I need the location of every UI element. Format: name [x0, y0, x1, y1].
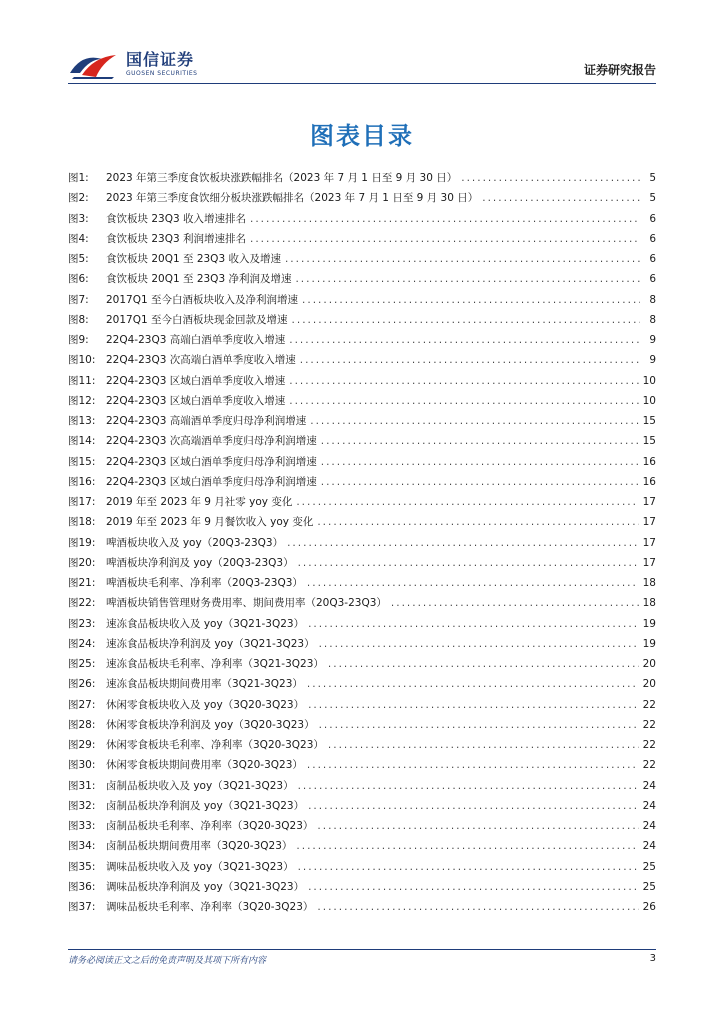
toc-entry-page: 24: [642, 840, 656, 853]
figure-list: [68, 170, 656, 919]
toc-entry[interactable]: [68, 717, 656, 737]
toc-entry-label: 图37:: [68, 901, 96, 913]
toc-entry-page: 22: [642, 759, 656, 772]
toc-entry-label: 图14:: [68, 435, 96, 448]
toc-entry-label: 图10:: [68, 354, 96, 367]
toc-entry[interactable]: [68, 433, 656, 453]
toc-entry-page: 26: [642, 901, 656, 913]
toc-leader-dots: [310, 415, 638, 427]
toc-entry-label: 图34:: [68, 840, 96, 853]
toc-entry-page: 19: [642, 637, 656, 650]
toc-entry[interactable]: [68, 454, 656, 474]
logo-company-name: 国信证券: [126, 49, 195, 69]
toc-entry[interactable]: [68, 838, 656, 858]
toc-leader-dots: [308, 881, 639, 893]
toc-entry[interactable]: [68, 859, 656, 879]
toc-entry-title: 啤酒板块毛利率、净利率（20Q3-23Q3）: [106, 577, 303, 589]
toc-entry[interactable]: [68, 737, 656, 757]
toc-leader-dots: [289, 395, 638, 407]
toc-entry-title: 食饮板块 20Q1 至 23Q3 净利润及增速: [106, 273, 292, 286]
toc-entry[interactable]: [68, 595, 656, 615]
toc-entry-label: 图11:: [68, 374, 96, 387]
toc-entry-page: 6: [649, 273, 656, 286]
toc-entry-label: 图35:: [68, 860, 96, 873]
toc-leader-dots: [289, 375, 638, 387]
toc-leader-dots: [319, 638, 639, 650]
toc-leader-dots: [482, 192, 640, 204]
toc-entry[interactable]: [68, 616, 656, 636]
toc-leader-dots: [328, 658, 639, 670]
toc-entry-title: 22Q4-23Q3 次高端白酒单季度收入增速: [106, 354, 296, 367]
toc-entry-label: 图7:: [68, 293, 89, 306]
toc-entry[interactable]: [68, 636, 656, 656]
toc-entry[interactable]: [68, 292, 656, 312]
toc-entry[interactable]: [68, 575, 656, 595]
toc-entry-label: 图32:: [68, 799, 96, 812]
toc-entry[interactable]: [68, 798, 656, 818]
toc-entry-title: 速冻食品板块收入及 yoy（3Q21-3Q23）: [106, 617, 305, 630]
toc-entry-label: 图28:: [68, 718, 96, 731]
toc-entry-page: 22: [642, 739, 656, 751]
toc-entry-title: 调味品板块毛利率、净利率（3Q20-3Q23）: [106, 901, 314, 913]
toc-entry-label: 图27:: [68, 698, 96, 711]
toc-entry-page: 16: [642, 455, 656, 468]
toc-entry-page: 17: [642, 496, 656, 508]
toc-entry-page: 10: [642, 374, 656, 387]
toc-entry[interactable]: [68, 211, 656, 231]
toc-entry-title: 卤制品板块毛利率、净利率（3Q20-3Q23）: [106, 820, 314, 832]
page-number: 3: [649, 953, 656, 964]
toc-entry-page: 24: [642, 799, 656, 812]
toc-entry-page: 10: [642, 394, 656, 407]
toc-entry-title: 2019 年至 2023 年 9 月餐饮收入 yoy 变化: [106, 516, 314, 529]
toc-entry-title: 速冻食品板块净利润及 yoy（3Q21-3Q23）: [106, 637, 315, 650]
toc-leader-dots: [307, 577, 639, 589]
guosen-logo-icon: [68, 47, 120, 81]
toc-entry-page: 17: [642, 516, 656, 529]
toc-entry-title: 卤制品板块收入及 yoy（3Q21-3Q23）: [106, 779, 294, 792]
toc-leader-dots: [307, 759, 639, 771]
toc-entry-title: 2017Q1 至今白酒板块现金回款及增速: [106, 313, 288, 326]
toc-entry-title: 2023 年第三季度食饮板块涨跌幅排名（2023 年 7 月 1 日至 9 月 30 日）: [106, 172, 458, 184]
page-title: 图表目录: [310, 122, 414, 150]
toc-entry-label: 图4:: [68, 232, 89, 245]
toc-leader-dots: [321, 456, 639, 468]
toc-entry-label: 图31:: [68, 779, 96, 792]
toc-entry[interactable]: [68, 555, 656, 575]
toc-entry[interactable]: [68, 251, 656, 271]
toc-entry-page: 8: [649, 313, 656, 326]
toc-entry-page: 6: [649, 212, 656, 225]
toc-entry-title: 啤酒板块净利润及 yoy（20Q3-23Q3）: [106, 556, 294, 569]
toc-entry[interactable]: [68, 697, 656, 717]
toc-entry-page: 20: [642, 658, 656, 670]
toc-entry-label: 图29:: [68, 739, 96, 751]
toc-leader-dots: [319, 719, 639, 731]
toc-entry-label: 图13:: [68, 415, 96, 427]
toc-entry-page: 20: [642, 678, 656, 691]
toc-entry[interactable]: [68, 271, 656, 291]
toc-entry-title: 食饮板块 20Q1 至 23Q3 收入及增速: [106, 253, 281, 265]
toc-entry-label: 图2:: [68, 192, 89, 205]
toc-entry-title: 速冻食品板块期间费用率（3Q21-3Q23）: [106, 678, 303, 691]
toc-leader-dots: [317, 901, 638, 913]
toc-entry-title: 22Q4-23Q3 高端酒单季度归母净利润增速: [106, 415, 307, 427]
toc-entry[interactable]: [68, 332, 656, 352]
toc-entry-label: 图23:: [68, 617, 96, 630]
toc-entry-page: 16: [642, 475, 656, 488]
toc-entry-page: 8: [649, 293, 656, 306]
toc-leader-dots: [298, 780, 639, 792]
toc-entry-title: 调味品板块净利润及 yoy（3Q21-3Q23）: [106, 880, 305, 893]
toc-entry-label: 图18:: [68, 516, 96, 529]
toc-entry-title: 2023 年第三季度食饮细分板块涨跌幅排名（2023 年 7 月 1 日至 9 月 30 日）: [106, 192, 479, 205]
toc-entry-page: 9: [649, 334, 656, 346]
toc-entry-label: 图9:: [68, 334, 89, 346]
toc-entry-title: 调味品板块收入及 yoy（3Q21-3Q23）: [106, 860, 294, 873]
toc-entry-page: 25: [642, 860, 656, 873]
toc-entry-label: 图25:: [68, 658, 96, 670]
toc-entry-page: 22: [642, 698, 656, 711]
toc-leader-dots: [292, 314, 640, 326]
toc-entry-label: 图36:: [68, 880, 96, 893]
toc-entry-page: 17: [642, 556, 656, 569]
toc-leader-dots: [321, 435, 639, 447]
toc-entry-title: 休闲零食板块期间费用率（3Q20-3Q23）: [106, 759, 303, 772]
logo-company-name-en: GUOSEN SECURITIES: [126, 69, 198, 77]
toc-entry-title: 22Q4-23Q3 高端白酒单季度收入增速: [106, 334, 286, 346]
toc-leader-dots: [298, 861, 639, 873]
toc-entry-label: 图5:: [68, 253, 89, 265]
toc-entry-page: 18: [642, 597, 656, 610]
toc-leader-dots: [287, 537, 639, 549]
toc-leader-dots: [317, 820, 638, 832]
toc-leader-dots: [296, 840, 638, 852]
toc-entry[interactable]: [68, 656, 656, 676]
toc-entry-title: 休闲零食板块收入及 yoy（3Q20-3Q23）: [106, 698, 305, 711]
toc-entry[interactable]: [68, 757, 656, 777]
toc-entry-title: 2017Q1 至今白酒板块收入及净利润增速: [106, 293, 299, 306]
toc-entry-page: 19: [642, 617, 656, 630]
toc-entry-label: 图26:: [68, 678, 96, 691]
report-type-label: 证券研究报告: [583, 63, 656, 77]
toc-entry-page: 6: [649, 253, 656, 265]
toc-entry-page: 15: [642, 435, 656, 448]
toc-entry-label: 图6:: [68, 273, 89, 286]
toc-entry-label: 图8:: [68, 313, 89, 326]
toc-leader-dots: [308, 699, 639, 711]
toc-leader-dots: [250, 213, 640, 225]
toc-leader-dots: [461, 172, 640, 184]
toc-entry-page: 24: [642, 820, 656, 832]
toc-leader-dots: [289, 334, 640, 346]
toc-leader-dots: [321, 476, 639, 488]
toc-leader-dots: [317, 516, 638, 528]
toc-entry-title: 22Q4-23Q3 区域白酒单季度收入增速: [106, 394, 286, 407]
toc-entry-title: 食饮板块 23Q3 收入增速排名: [106, 212, 246, 225]
toc-entry-title: 卤制品板块净利润及 yoy（3Q21-3Q23）: [106, 799, 305, 812]
toc-entry-title: 啤酒板块收入及 yoy（20Q3-23Q3）: [106, 536, 284, 549]
toc-entry[interactable]: [68, 231, 656, 251]
toc-entry[interactable]: [68, 879, 656, 899]
toc-leader-dots: [308, 618, 639, 630]
toc-entry-label: 图33:: [68, 820, 96, 832]
toc-entry-label: 图19:: [68, 536, 96, 549]
toc-entry-label: 图24:: [68, 637, 96, 650]
toc-entry-title: 食饮板块 23Q3 利润增速排名: [106, 232, 246, 245]
footer-disclaimer: 请务必阅读正文之后的免责声明及其项下所有内容: [68, 956, 267, 966]
toc-entry-page: 5: [649, 192, 656, 205]
toc-entry[interactable]: [68, 818, 656, 838]
toc-entry-label: 图15:: [68, 455, 96, 468]
toc-entry-title: 22Q4-23Q3 区域白酒单季度归母净利润增速: [106, 455, 317, 468]
toc-entry[interactable]: [68, 535, 656, 555]
toc-entry-page: 6: [649, 232, 656, 245]
toc-entry[interactable]: [68, 312, 656, 332]
toc-leader-dots: [391, 597, 639, 609]
toc-entry-page: 25: [642, 880, 656, 893]
toc-entry[interactable]: [68, 352, 656, 372]
toc-entry[interactable]: [68, 676, 656, 696]
guosen-logo: [68, 46, 197, 82]
toc-entry-title: 速冻食品板块毛利率、净利率（3Q21-3Q23）: [106, 658, 324, 670]
toc-entry-label: 图22:: [68, 597, 96, 610]
toc-entry-label: 图16:: [68, 475, 96, 488]
toc-entry-page: 9: [649, 354, 656, 367]
toc-entry[interactable]: [68, 899, 656, 919]
toc-entry[interactable]: [68, 413, 656, 433]
toc-leader-dots: [285, 253, 640, 265]
toc-entry-label: 图12:: [68, 394, 96, 407]
toc-entry-page: 15: [642, 415, 656, 427]
toc-entry-title: 休闲零食板块净利润及 yoy（3Q20-3Q23）: [106, 718, 315, 731]
header-divider: [68, 83, 656, 84]
toc-entry-title: 22Q4-23Q3 区域白酒单季度收入增速: [106, 374, 286, 387]
toc-entry[interactable]: [68, 778, 656, 798]
toc-leader-dots: [302, 294, 640, 306]
toc-entry-label: 图30:: [68, 759, 96, 772]
toc-leader-dots: [308, 800, 639, 812]
toc-entry-label: 图3:: [68, 212, 89, 225]
toc-entry-title: 22Q4-23Q3 区域白酒单季度归母净利润增速: [106, 475, 317, 488]
toc-entry[interactable]: [68, 474, 656, 494]
toc-entry-page: 5: [649, 172, 656, 184]
toc-entry-title: 2019 年至 2023 年 9 月社零 yoy 变化: [106, 496, 293, 508]
toc-leader-dots: [328, 739, 639, 751]
toc-entry-title: 22Q4-23Q3 次高端酒单季度归母净利润增速: [106, 435, 317, 448]
toc-entry-label: 图1:: [68, 172, 89, 184]
footer-divider: [68, 949, 656, 950]
toc-entry-page: 17: [642, 536, 656, 549]
toc-entry-title: 啤酒板块销售管理财务费用率、期间费用率（20Q3-23Q3）: [106, 597, 387, 610]
toc-leader-dots: [295, 273, 640, 285]
toc-entry-label: 图21:: [68, 577, 96, 589]
toc-entry-title: 卤制品板块期间费用率（3Q20-3Q23）: [106, 840, 293, 853]
toc-entry[interactable]: [68, 170, 656, 190]
toc-entry[interactable]: [68, 514, 656, 534]
toc-entry-label: 图17:: [68, 496, 96, 508]
toc-entry[interactable]: [68, 494, 656, 514]
toc-entry[interactable]: [68, 190, 656, 210]
toc-entry[interactable]: [68, 373, 656, 393]
toc-entry-title: 休闲零食板块毛利率、净利率（3Q20-3Q23）: [106, 739, 324, 751]
toc-entry-page: 18: [642, 577, 656, 589]
toc-entry-page: 22: [642, 718, 656, 731]
toc-leader-dots: [307, 678, 639, 690]
toc-entry-label: 图20:: [68, 556, 96, 569]
toc-leader-dots: [298, 557, 639, 569]
toc-leader-dots: [250, 233, 640, 245]
toc-leader-dots: [296, 496, 638, 508]
toc-entry[interactable]: [68, 393, 656, 413]
page-header: [68, 44, 656, 84]
toc-leader-dots: [300, 354, 640, 366]
toc-entry-page: 24: [642, 779, 656, 792]
